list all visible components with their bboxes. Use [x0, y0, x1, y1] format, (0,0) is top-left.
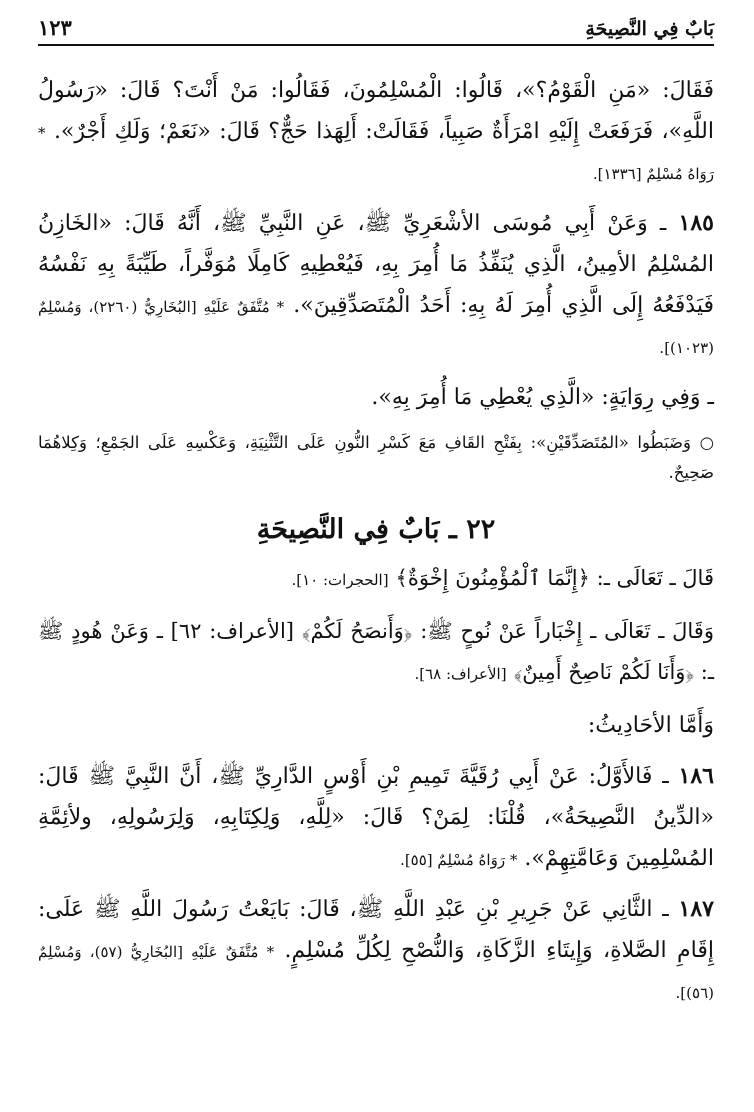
hadith-number: ١٨٥ [678, 210, 714, 236]
verse-text: وَقَالَ ـ تَعَالَى ـ إِخْبَاراً عَنْ نُوحٍ ﷺ: ﴿وَأَنصَحُ لَكُمْ﴾ [الأعراف: ٦٢] ـ وَعَنْ هُودٍ ﷺ ـ: ﴿وَأَنَا لَكُمْ نَاصِحٌ أَمِينٌ﴾ [38, 619, 714, 684]
hadith-text: ـ الثَّانِي عَنْ جَرِيرِ بْنِ عَبْدِ اللَّهِ ﷺ، قَالَ: بَايَعْتُ رَسُولَ اللَّهِ ﷺ عَلَى: إِقَامِ الصَّلاةِ، وَإِيتَاءِ الزَّكَاةِ، وَالنُّصْحِ لِكُلِّ مُسْلِمٍ. [38, 897, 715, 963]
explanatory-note: ○ وَضَبَطُوا «المُتَصَدِّقَيْنِ»: بِفَتْحِ القَافِ مَعَ كَسْرِ النُّونِ عَلَى التَّثْنِيَةِ، وَعَكْسِهِ عَلَى الجَمْعِ؛ وَكِلاهُمَا صَحِيحٌ. [38, 433, 714, 482]
hadith-186 [38, 756, 714, 879]
hadith-text: ـ وَعَنْ أَبِي مُوسَى الأشْعَرِيِّ ﷺ، عَنِ النَّبِيِّ ﷺ، أَنَّهُ قَالَ: «الخَازِنُ المُسْلِمُ الأمِينُ، الَّذِي يُنَفِّذُ مَا أُمِرَ بِهِ، فَيُعْطِيهِ كَامِلًا مُوَفَّراً، طَيِّبَةً بِهِ نَفْسُهُ فَيَدْفَعُهُ إِلَى الَّذِي أُمِرَ لَهُ بِهِ: أَحَدُ الْمُتَصَدِّقِينَ». [38, 211, 715, 318]
hadith-source: * مُتَّفَقٌ عَلَيْهِ [البُخَارِيُّ (٥٧)، وَمُسْلِمٌ (٥٦)]. [38, 943, 714, 1002]
page-content [38, 70, 714, 1022]
hadith-number: ١٨٦ [678, 763, 714, 789]
hadith-187 [38, 889, 714, 1012]
running-title: بَابٌ فِي النَّصِيحَةِ [585, 18, 714, 40]
hadith-source: * رَوَاهُ مُسْلِمٌ [١٣٣٦]. [38, 124, 714, 183]
page-number: ١٢٣ [38, 15, 72, 40]
page-header [38, 6, 714, 46]
verse-1 [38, 558, 714, 601]
hadith-text: ـ فَالأَوَّلُ: عَنْ أَبِي رُقَيَّةَ تَمِيمِ بْنِ أَوْسٍ الدَّارِيِّ ﷺ، أَنَّ النَّبِيَّ ﷺ قَالَ: «الدِّينُ النَّصِيحَةُ»، قُلْنَا: لِمَنْ؟ قَالَ: «لِلَّهِ، وَلِكِتَابِهِ، وَلِرَسُولِهِ، ولأئِمَّةِ المُسْلِمِينَ وَعَامَّتِهِمْ». [38, 764, 714, 871]
hadiths-intro [38, 705, 714, 746]
hadith-185 [38, 203, 714, 367]
narration-variant [38, 377, 714, 418]
verse-text: قَالَ ـ تَعَالَى ـ: ﴿إِنَّمَا ٱلْمُؤْمِنُونَ إِخْوَةٌ﴾ [395, 566, 714, 590]
paragraph-text: فَقَالَ: «مَنِ الْقَوْمُ؟»، قَالُوا: الْمُسْلِمُونَ، فَقَالُوا: مَنْ أَنْتَ؟ قَالَ: «رَسُولُ اللَّهِ»، فَرَفَعَتْ إِلَيْهِ امْرَأَةٌ صَبِياً، فَقَالَتْ: أَلِهَذا حَجٌّ؟ قَالَ: «نَعَمْ؛ وَلَكِ أَجْرٌ». [38, 78, 714, 144]
chapter-title: ٢٢ ـ بَابٌ فِي النَّصِيحَةِ [256, 514, 496, 545]
verse-reference: [الحجرات: ١٠]. [291, 571, 389, 589]
hadith-number: ١٨٧ [678, 896, 714, 922]
variant-text: ـ وَفِي رِوَايَةٍ: «الَّذِي يُعْطِي مَا أُمِرَ بِهِ». [371, 385, 714, 410]
hadith-source: * مُتَّفَقٌ عَلَيْهِ [البُخَارِيُّ (٢٢٦٠)، وَمُسْلِمٌ (١٠٢٣)]. [38, 298, 714, 357]
verse-reference: [الأعراف: ٦٨]. [414, 665, 507, 683]
paragraph-continuation [38, 70, 714, 193]
hadith-source: * رَوَاهُ مُسْلِمٌ [٥٥]. [400, 851, 518, 869]
verse-2 [38, 611, 714, 695]
intro-text: وَأَمَّا الأحَادِيثُ: [587, 713, 714, 738]
